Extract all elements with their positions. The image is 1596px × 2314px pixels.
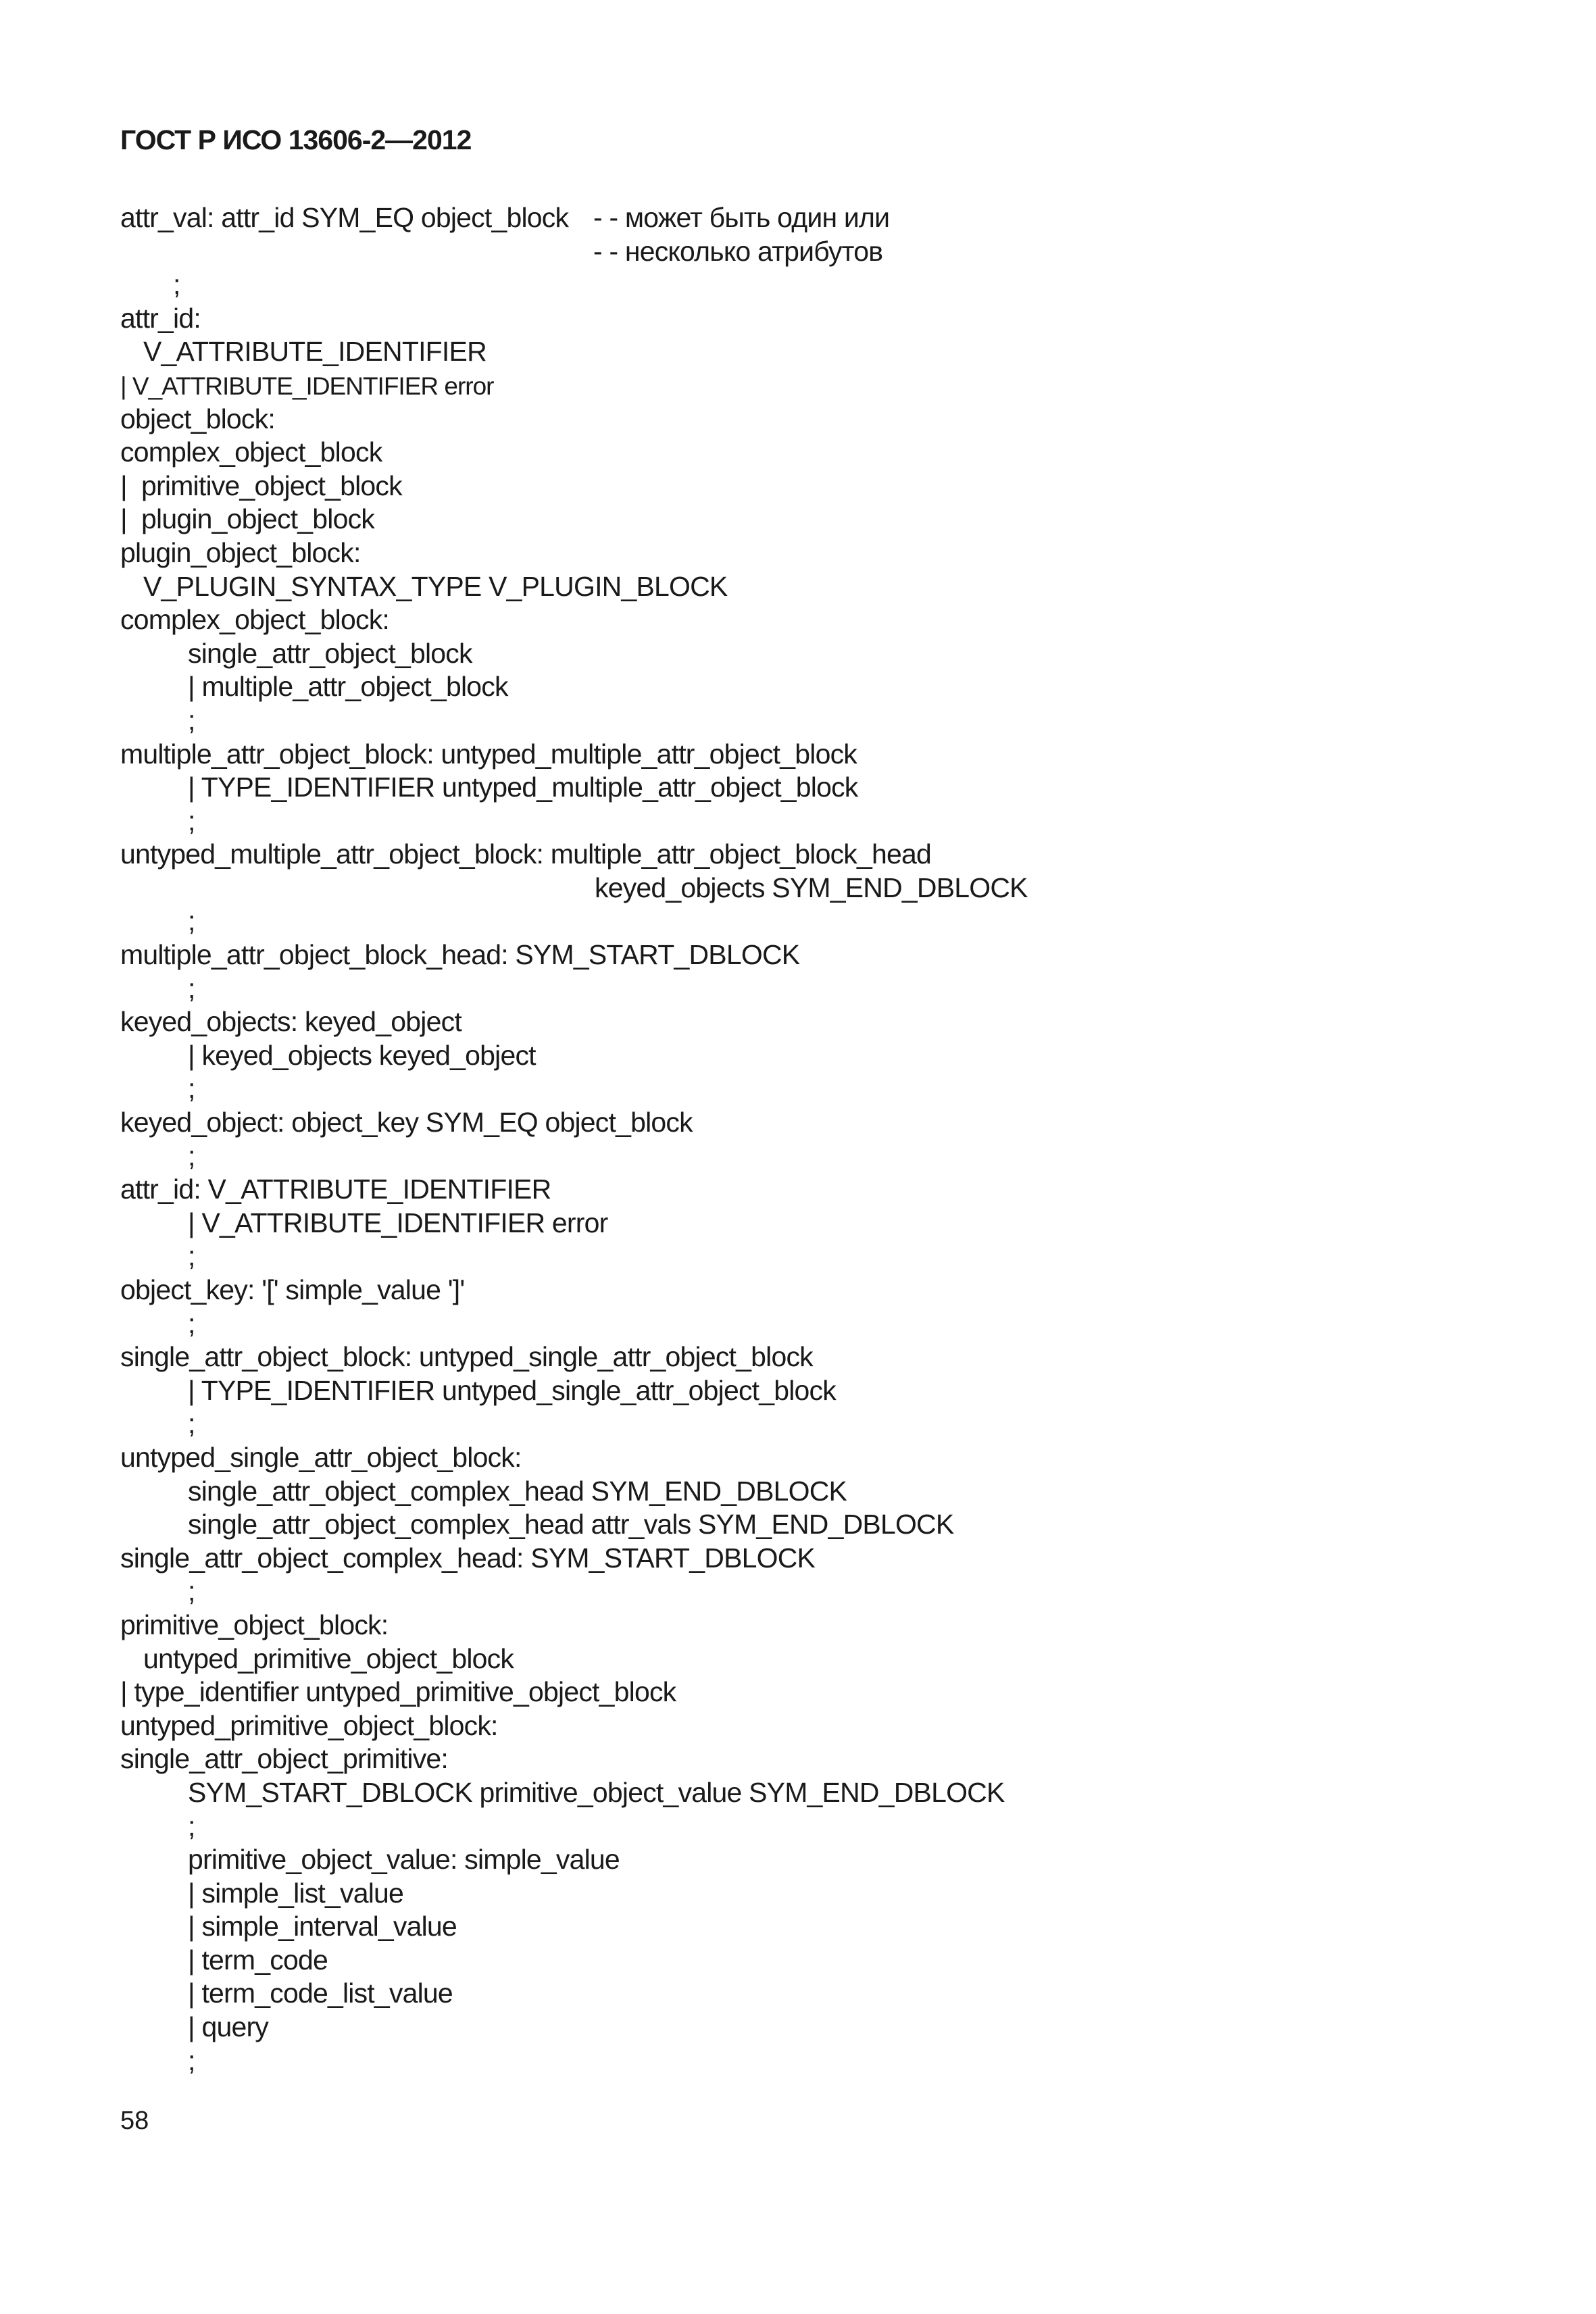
- grammar-line: [120, 335, 1539, 369]
- grammar-rule-text: complex_object_block:: [120, 604, 389, 636]
- grammar-line: [120, 268, 1539, 302]
- grammar-rule-text: keyed_objects SYM_END_DBLOCK: [595, 872, 1028, 903]
- grammar-rule-text: ;: [173, 269, 180, 301]
- grammar-line: [120, 704, 1539, 738]
- grammar-rule-text: ;: [188, 2044, 195, 2076]
- grammar-rule-text: | V_ATTRIBUTE_IDENTIFIER error: [120, 372, 494, 400]
- grammar-line: [120, 1642, 1539, 1676]
- grammar-line: [120, 1609, 1539, 1642]
- grammar-rule-text: object_key: '[' simple_value ']': [120, 1274, 465, 1305]
- grammar-line: [120, 771, 1539, 805]
- grammar-line: [120, 302, 1539, 336]
- grammar-rule-text: single_attr_object_complex_head: SYM_START_DBLOCK: [120, 1542, 816, 1574]
- grammar-rule-text: complex_object_block: [120, 436, 382, 468]
- grammar-line: [120, 1944, 1539, 1978]
- grammar-line: [120, 1207, 1539, 1240]
- grammar-rule-text: ;: [188, 704, 195, 736]
- grammar-line: [120, 1240, 1539, 1274]
- grammar-line: [120, 972, 1539, 1006]
- grammar-rule-text: V_ATTRIBUTE_IDENTIFIER: [143, 336, 487, 368]
- grammar-rule-text: single_attr_object_block: untyped_single_attr_object_block: [120, 1341, 813, 1373]
- grammar-comment: - - несколько атрибутов: [593, 235, 883, 267]
- grammar-rule-text: ;: [188, 1240, 195, 1272]
- grammar-rule-text: primitive_object_value: simple_value: [188, 1844, 620, 1876]
- grammar-line: [120, 938, 1539, 972]
- page-number: 58: [120, 2107, 149, 2135]
- grammar-line: [120, 637, 1539, 671]
- grammar-line-with-comment: [120, 235, 1539, 269]
- grammar-line: [120, 470, 1539, 503]
- grammar-rule-text: single_attr_object_complex_head attr_vals SYM_END_DBLOCK: [188, 1509, 954, 1540]
- grammar-rule-text: | keyed_objects keyed_object: [188, 1039, 536, 1071]
- grammar-rule-text: | TYPE_IDENTIFIER untyped_multiple_attr_object_block: [188, 772, 858, 803]
- grammar-rule-text: single_attr_object_complex_head SYM_END_DBLOCK: [188, 1475, 847, 1507]
- grammar-line: [120, 838, 1539, 872]
- grammar-line: [120, 603, 1539, 637]
- grammar-rule-text: | TYPE_IDENTIFIER untyped_single_attr_object_block: [188, 1374, 836, 1406]
- grammar-rule-text: multiple_attr_object_block_head: SYM_START_DBLOCK: [120, 939, 800, 971]
- grammar-rule-text: ;: [188, 1073, 195, 1105]
- grammar-line: [120, 805, 1539, 838]
- grammar-line: [120, 1776, 1539, 1810]
- grammar-line: [120, 1508, 1539, 1542]
- grammar-rule-text: ;: [188, 1576, 195, 1607]
- grammar-line: [120, 2011, 1539, 2044]
- grammar-rule-text: ;: [188, 972, 195, 1004]
- grammar-line: [120, 1575, 1539, 1609]
- grammar-rule-text: ;: [188, 805, 195, 836]
- grammar-line: [120, 905, 1539, 938]
- grammar-rule-text: | V_ATTRIBUTE_IDENTIFIER error: [188, 1207, 608, 1238]
- grammar-comment: - - может быть один или: [593, 202, 890, 233]
- grammar-line: [120, 403, 1539, 436]
- grammar-line: [120, 1709, 1539, 1743]
- grammar-rule-text: SYM_START_DBLOCK primitive_object_value SYM_END_DBLOCK: [188, 1776, 1005, 1808]
- page-header: ГОСТ Р ИСО 13606-2—2012: [120, 124, 472, 155]
- grammar-line: [120, 1877, 1539, 1911]
- grammar-rule-text: | plugin_object_block: [120, 503, 374, 535]
- grammar-line: [120, 670, 1539, 704]
- grammar-line: [120, 1274, 1539, 1307]
- grammar-rule-text: untyped_primitive_object_block: [143, 1642, 514, 1674]
- grammar-listing: [120, 201, 1539, 2078]
- grammar-rule-text: ;: [188, 1810, 195, 1842]
- grammar-line: [120, 872, 1539, 905]
- grammar-line: [120, 738, 1539, 772]
- grammar-rule-text: | simple_interval_value: [188, 1911, 457, 1942]
- grammar-line: [120, 1106, 1539, 1140]
- grammar-rule-text: | simple_list_value: [188, 1877, 404, 1909]
- grammar-rule-text: | multiple_attr_object_block: [188, 671, 508, 703]
- grammar-line: [120, 436, 1539, 470]
- grammar-rule-text: untyped_single_attr_object_block:: [120, 1441, 522, 1473]
- grammar-rule-text: plugin_object_block:: [120, 536, 361, 568]
- grammar-line: [120, 1742, 1539, 1776]
- grammar-line: [120, 1140, 1539, 1174]
- grammar-rule-text: keyed_objects: keyed_object: [120, 1006, 462, 1038]
- grammar-line: [120, 1039, 1539, 1073]
- grammar-line: [120, 1173, 1539, 1207]
- grammar-rule-text: | type_identifier untyped_primitive_object_block: [120, 1676, 676, 1708]
- grammar-line: [120, 1374, 1539, 1408]
- grammar-line: [120, 536, 1539, 570]
- grammar-rule-text: ;: [188, 1408, 195, 1440]
- grammar-rule-text: attr_val: attr_id SYM_EQ object_block: [120, 202, 569, 233]
- grammar-rule-text: | term_code: [188, 1944, 328, 1976]
- grammar-line: [120, 1407, 1539, 1441]
- grammar-line: [120, 1307, 1539, 1341]
- grammar-rule-text: | primitive_object_block: [120, 470, 402, 501]
- grammar-rule-text: primitive_object_block:: [120, 1609, 389, 1640]
- grammar-rule-text: ;: [188, 1307, 195, 1339]
- grammar-rule-text: | query: [188, 2011, 269, 2043]
- grammar-rule-text: untyped_primitive_object_block:: [120, 1709, 498, 1741]
- grammar-line: [120, 369, 1539, 403]
- grammar-line: [120, 1843, 1539, 1877]
- grammar-line: [120, 570, 1539, 604]
- grammar-rule-text: keyed_object: object_key SYM_EQ object_block: [120, 1107, 693, 1138]
- grammar-line: [120, 1810, 1539, 1844]
- grammar-line-with-comment: [120, 201, 1539, 235]
- grammar-line: [120, 2044, 1539, 2078]
- grammar-line: [120, 1977, 1539, 2011]
- grammar-rule-text: single_attr_object_primitive:: [120, 1743, 448, 1775]
- grammar-line: [120, 1072, 1539, 1106]
- grammar-rule-text: attr_id: V_ATTRIBUTE_IDENTIFIER: [120, 1174, 551, 1205]
- grammar-rule-text: attr_id:: [120, 302, 201, 334]
- grammar-line: [120, 1441, 1539, 1475]
- grammar-line: [120, 1910, 1539, 1944]
- grammar-line: [120, 1542, 1539, 1576]
- grammar-rule-text: V_PLUGIN_SYNTAX_TYPE V_PLUGIN_BLOCK: [143, 570, 728, 602]
- grammar-rule-text: object_block:: [120, 403, 275, 434]
- grammar-line: [120, 1475, 1539, 1509]
- grammar-line: [120, 1340, 1539, 1374]
- grammar-rule-text: | term_code_list_value: [188, 1978, 453, 2009]
- grammar-line: [120, 503, 1539, 536]
- grammar-line: [120, 1676, 1539, 1709]
- grammar-rule-text: single_attr_object_block: [188, 637, 472, 669]
- grammar-rule-text: untyped_multiple_attr_object_block: multiple_attr_object_block_head: [120, 838, 931, 870]
- grammar-rule-text: ;: [188, 1140, 195, 1172]
- grammar-line: [120, 1005, 1539, 1039]
- grammar-rule-text: ;: [188, 905, 195, 937]
- grammar-rule-text: multiple_attr_object_block: untyped_multiple_attr_object_block: [120, 738, 857, 770]
